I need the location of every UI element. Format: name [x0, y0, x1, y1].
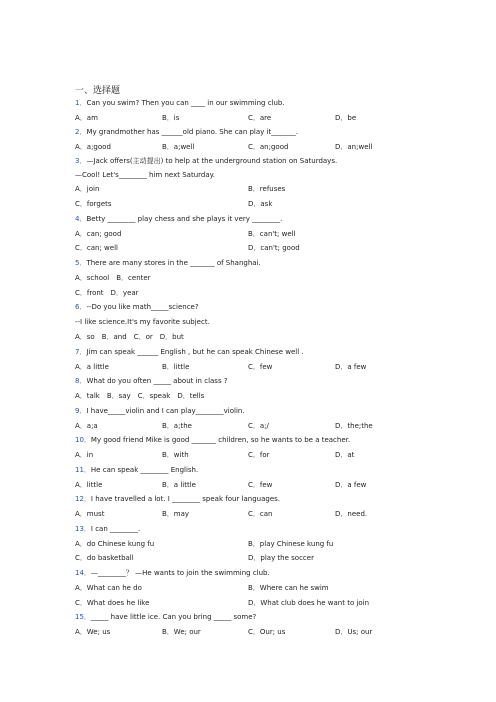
option-d[interactable]: D．play the soccer [248, 554, 314, 562]
option-d[interactable]: D．a few [335, 363, 367, 371]
option-c[interactable]: C．forgets [75, 200, 112, 208]
option-c[interactable]: C．do basketball [75, 554, 134, 562]
option-c[interactable]: C．for [248, 451, 270, 459]
question-number: 3． [75, 157, 87, 165]
option-c[interactable]: C．few [248, 481, 273, 489]
question-number: 12． [75, 495, 91, 503]
question-5 [75, 258, 261, 268]
option-cd[interactable]: C．front D．year [75, 289, 139, 297]
question-1 [75, 98, 285, 108]
question-3 [75, 156, 337, 166]
option-b[interactable]: B．is [162, 114, 180, 122]
question-10 [75, 435, 350, 445]
question-number: 4． [75, 215, 87, 223]
option-b[interactable]: B．Where can he swim [248, 584, 329, 592]
option-c[interactable]: C．few [248, 363, 273, 371]
option-c[interactable]: C．Our; us [248, 628, 286, 636]
option-b[interactable]: B．a;well [162, 143, 195, 151]
question-text: My good friend Mike is good _______ children, so he wants to be a teacher. [90, 436, 351, 444]
option-d[interactable]: D．a few [335, 481, 367, 489]
question-text: My grandmother has ______old piano. She can play it_______. [86, 128, 298, 136]
option-b[interactable]: B．with [162, 451, 189, 459]
option-abcd[interactable]: A．so B．and C．or D．but [75, 333, 184, 341]
section-title: 一、选择题 [75, 86, 121, 96]
option-a[interactable]: A．am [75, 114, 98, 122]
question-4 [75, 214, 282, 224]
option-b[interactable]: B．We; our [162, 628, 201, 636]
option-b[interactable]: B．little [162, 363, 190, 371]
question-8 [75, 376, 228, 386]
question-text: Jim can speak ______ English , but he can speak Chinese well . [86, 348, 304, 356]
option-d[interactable]: D．be [335, 114, 357, 122]
question-number: 1． [75, 99, 87, 107]
question-text: --Do you like math_____science? [86, 303, 199, 311]
question-14 [75, 568, 270, 578]
option-c[interactable]: C．What does he like [75, 599, 150, 607]
question-number: 14． [75, 569, 91, 577]
option-a[interactable]: A．do Chinese kung fu [75, 540, 155, 548]
option-d[interactable]: D．at [335, 451, 355, 459]
option-a[interactable]: A．must [75, 510, 105, 518]
question-number: 13． [75, 525, 91, 533]
option-a[interactable]: A．What can he do [75, 584, 142, 592]
option-d[interactable]: D．can't; good [248, 244, 300, 252]
question-number: 15． [75, 613, 91, 621]
question-text: There are many stores in the _______ of Shanghai. [86, 259, 261, 267]
option-b[interactable]: B．a;the [162, 422, 192, 430]
question-number: 2． [75, 128, 87, 136]
option-a[interactable]: A．We; us [75, 628, 111, 636]
question-11 [75, 465, 198, 475]
option-d[interactable]: D．an;well [335, 143, 373, 151]
option-abcd[interactable]: A．talk B．say C．speak D．tells [75, 392, 205, 400]
question-7 [75, 347, 304, 357]
question-2 [75, 127, 298, 137]
option-d[interactable]: D．need. [335, 510, 368, 518]
question-text: I have_____violin and I can play________violin. [86, 407, 245, 415]
option-c[interactable]: C．a;/ [248, 422, 269, 430]
option-d[interactable]: D．What club does he want to join [248, 599, 370, 607]
option-b[interactable]: B．a little [162, 481, 196, 489]
option-c[interactable]: C．are [248, 114, 272, 122]
option-b[interactable]: B．play Chinese kung fu [248, 540, 334, 548]
question-13 [75, 524, 140, 534]
question-9 [75, 406, 245, 416]
option-a[interactable]: A．in [75, 451, 94, 459]
question-number: 9． [75, 407, 87, 415]
option-d[interactable]: D．the;the [335, 422, 373, 430]
option-c[interactable]: C．can; well [75, 244, 118, 252]
option-b[interactable]: B．can't; well [248, 230, 296, 238]
question-text: —Jack offers(主动提出) to help at the underground station on Saturdays. [86, 157, 338, 165]
option-c[interactable]: C．can [248, 510, 273, 518]
option-a[interactable]: A．can; good [75, 230, 122, 238]
question-text: I have travelled a lot. I ________ speak four languages. [90, 495, 281, 503]
question-number: 11． [75, 466, 91, 474]
question-number: 8． [75, 377, 87, 385]
question-text: He can speak ________ English. [90, 466, 199, 474]
question-number: 7． [75, 348, 87, 356]
option-ab[interactable]: A．school B．center [75, 274, 151, 282]
option-d[interactable]: D．Us; our [335, 628, 373, 636]
option-b[interactable]: B．may [162, 510, 190, 518]
question-text: —________？ —He wants to join the swimming club. [90, 569, 270, 577]
option-c[interactable]: C．an;good [248, 143, 289, 151]
question-text: I can ________. [90, 525, 141, 533]
option-d[interactable]: D．ask [248, 200, 273, 208]
question-12 [75, 494, 280, 504]
option-a[interactable]: A．a;good [75, 143, 111, 151]
question-6 [75, 302, 199, 312]
option-b[interactable]: B．refuses [248, 185, 286, 193]
option-a[interactable]: A．little [75, 481, 103, 489]
option-a[interactable]: A．a little [75, 363, 109, 371]
question-15 [75, 612, 256, 622]
option-a[interactable]: A．join [75, 185, 100, 193]
question-number: 10． [75, 436, 91, 444]
question-number: 5． [75, 259, 87, 267]
question-number: 6． [75, 303, 87, 311]
question-text: What do you often _____ about in class ? [86, 377, 228, 385]
question-extra-line: —Cool! Let's________ him next Saturday. [75, 171, 215, 179]
question-text: Can you swim? Then you can ____ in our swimming club. [86, 99, 285, 107]
question-text: _____ have little ice. Can you bring _____ some? [90, 613, 257, 621]
question-text: Betty ________ play chess and she plays it very ________. [86, 215, 283, 223]
option-a[interactable]: A．a;a [75, 422, 98, 430]
question-extra-line: --I like science.It's my favorite subject. [75, 318, 210, 326]
